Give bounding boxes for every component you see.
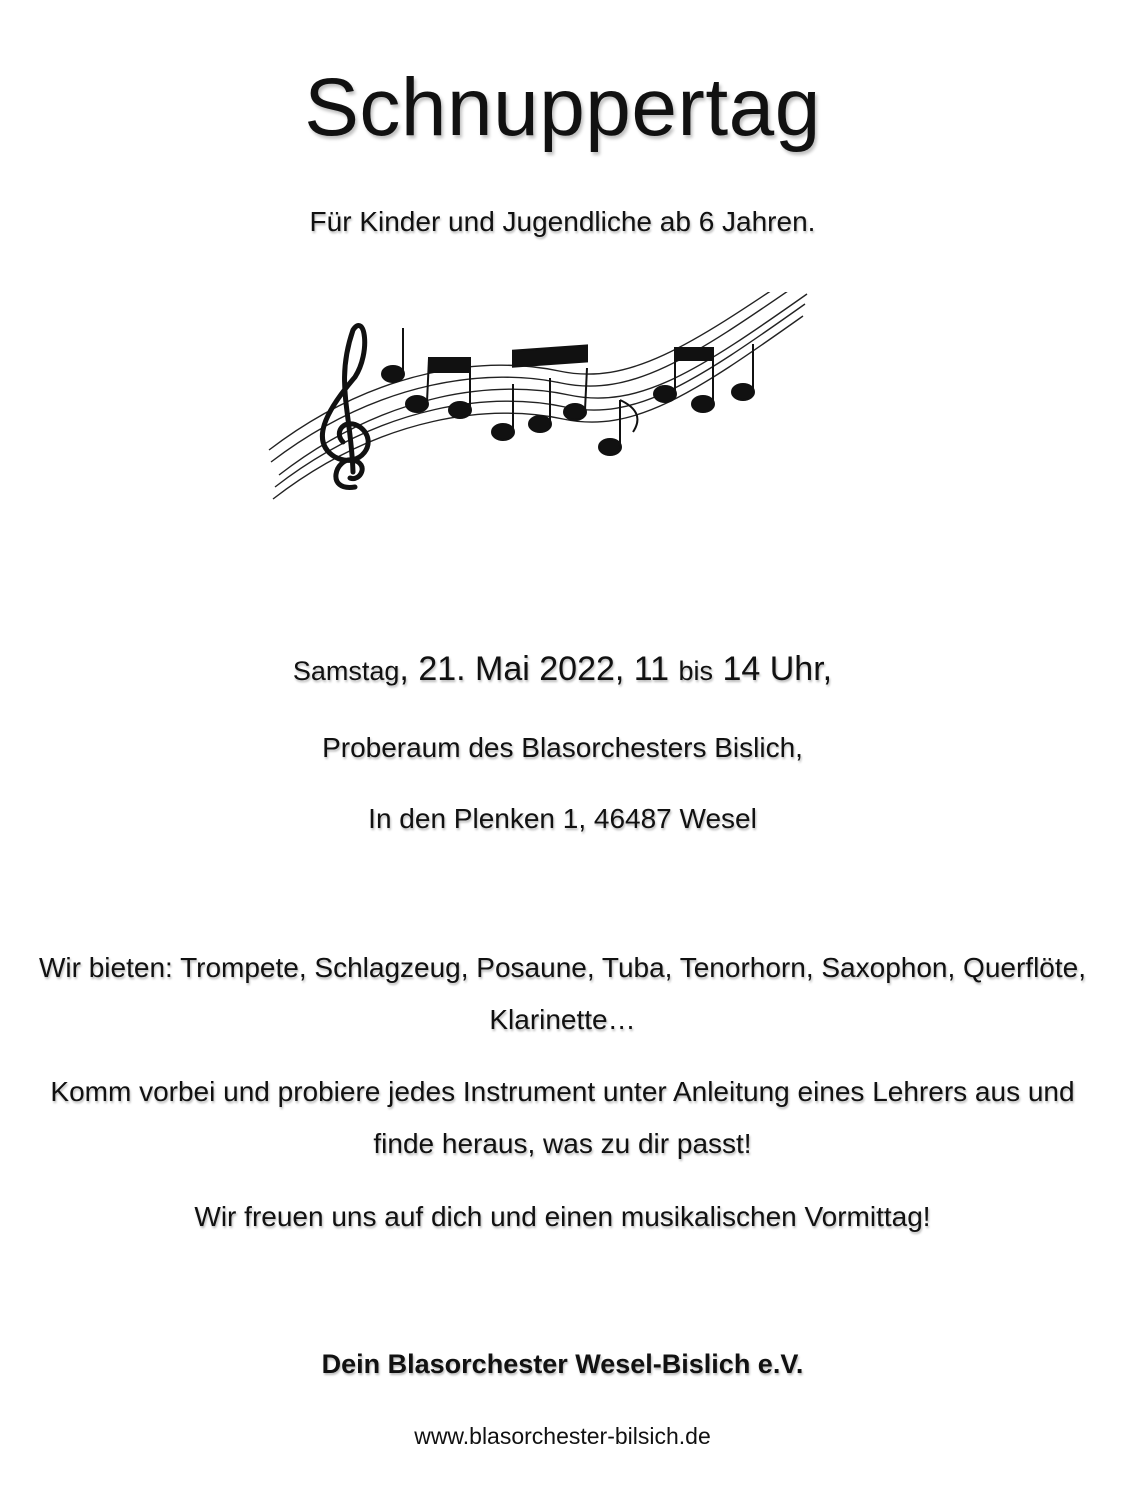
website-link[interactable]: www.blasorchester-bilsich.de	[414, 1423, 711, 1449]
event-end-time: 14 Uhr,	[713, 650, 833, 688]
event-address: In den Plenken 1, 46487 Wesel	[368, 803, 757, 834]
instrument-offer: Wir bieten: Trompete, Schlagzeug, Posaune, Tuba, Tenorhorn, Saxophon, Querflöte, Klarinette…	[38, 952, 1086, 1035]
event-date-bis: bis	[678, 656, 714, 686]
invitation-text: Komm vorbei und probiere jedes Instrument unter Anleitung eines Lehrers aus und finde heraus, was zu dir passt!	[50, 1076, 1075, 1159]
event-day: Samstag	[292, 656, 400, 686]
event-date-value: , 21. Mai 2022, 11	[399, 650, 679, 688]
flyer-title: Schnuppertag	[304, 62, 821, 153]
flyer-subtitle: Für Kinder und Jugendliche ab 6 Jahren.	[309, 206, 816, 237]
event-venue: Proberaum des Blasorchesters Bislich,	[322, 732, 803, 763]
event-date	[0, 646, 1125, 694]
signature: Dein Blasorchester Wesel-Bislich e.V.	[321, 1349, 804, 1379]
welcome-text: Wir freuen uns auf dich und einen musikalischen Vormittag!	[194, 1201, 931, 1232]
music-notes-icon	[265, 292, 825, 502]
